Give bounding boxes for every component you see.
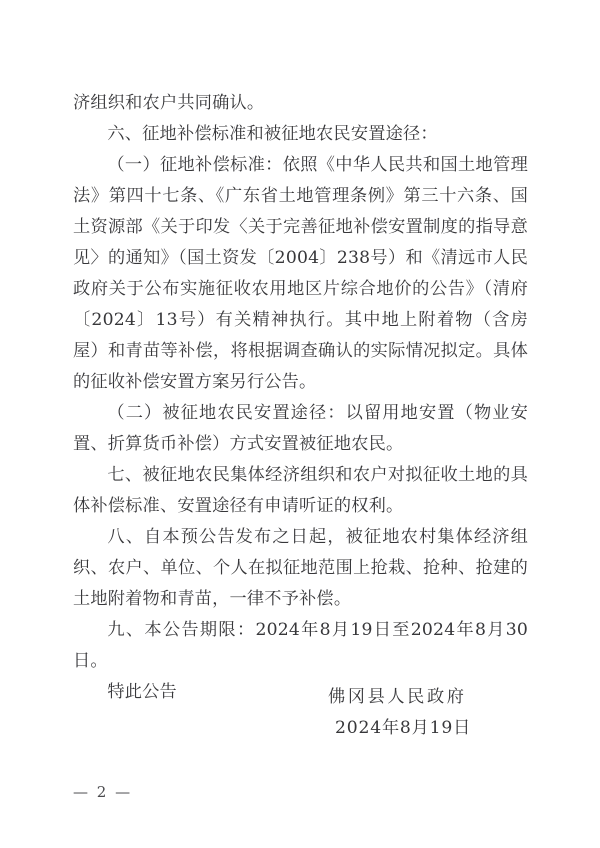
paragraph-item-6: 六、征地补偿标准和被征地农民安置途径：	[107, 124, 438, 144]
document-body	[73, 88, 528, 708]
paragraph-item-9: 九、本公告期限：2024年8月19日至2024年8月30日。	[73, 620, 528, 671]
page-number-folio: — 2 —	[73, 783, 133, 801]
paragraph-closing: 特此公告	[107, 682, 177, 702]
paragraph-item-6-1: （一）征地补偿标准：依照《中华人民共和国土地管理法》第四十七条、《广东省土地管理条例》第三十六条、国土资源部《关于印发〈关于完善征地补偿安置制度的指导意见〉的通知》（国土资发〔2004〕238号）和《清远市人民政府关于公布实施征收农用地区片综合地价的公告》（清府〔2024〕13号）有关精神执行。其中地上附着物（含房屋）和青苗等补偿，将根据调查确认的实际情况拟定。具体的征收补偿安置方案另行公告。	[73, 155, 528, 392]
paragraph-item-7: 七、被征地农民集体经济组织和农户对拟征收土地的具体补偿标准、安置途径有申请听证的权利。	[73, 465, 528, 516]
paragraph-item-8: 八、自本预公告发布之日起，被征地农村集体经济组织、农户、单位、个人在拟征地范围上抢栽、抢种、抢建的土地附着物和青苗，一律不予补偿。	[73, 527, 528, 609]
page-footer	[73, 782, 528, 802]
signature-date: 2024年8月19日	[335, 718, 472, 738]
paragraph-item-6-2: （二）被征地农民安置途径：以留用地安置（物业安置、折算货币补偿）方式安置被征地农民。	[73, 403, 528, 454]
paragraph-continued: 济组织和农户共同确认。	[73, 93, 265, 113]
signature-block	[328, 682, 548, 744]
signature-issuer: 佛冈县人民政府	[328, 687, 467, 707]
